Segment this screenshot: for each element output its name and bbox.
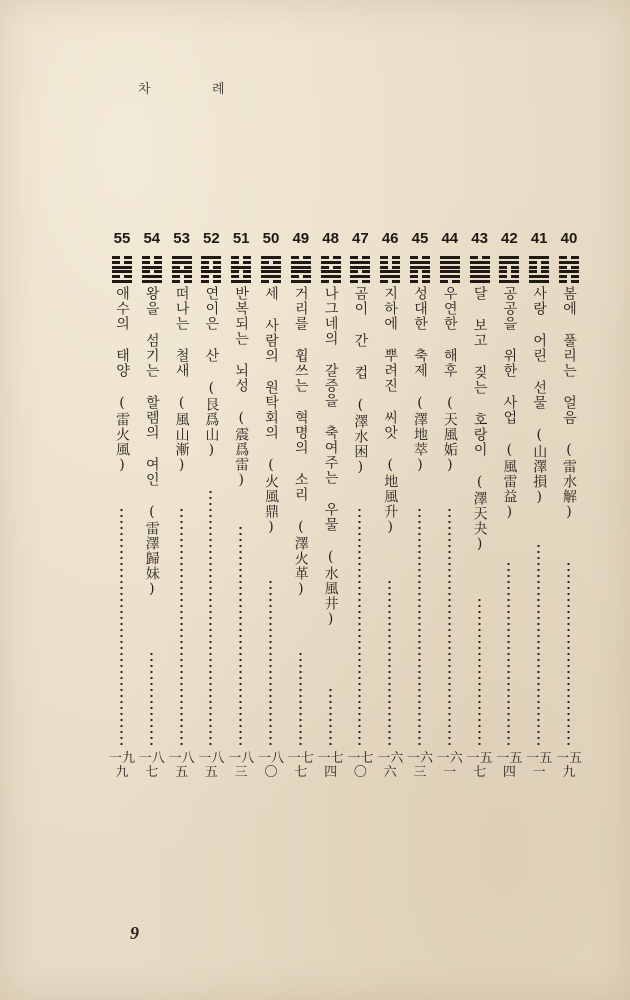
- hexagram-icon: [350, 256, 370, 285]
- toc-entry-number: 50: [262, 230, 280, 247]
- toc-entry-title: 지하에 뿌려진 씨앗 (地風升): [382, 286, 399, 536]
- toc-leader-dots: [239, 525, 242, 746]
- toc-entry-number: 46: [381, 230, 399, 247]
- toc-entry-title: 세 사람의 원탁회의 (火風鼎): [263, 286, 279, 536]
- hexagram-icon: [499, 256, 519, 285]
- toc-leader-dots: [269, 579, 272, 746]
- toc-entry-number: 41: [530, 230, 548, 247]
- toc-entry: [109, 226, 136, 786]
- toc-leader-dots: [418, 507, 421, 746]
- toc-entry-page: 一六六: [377, 751, 404, 780]
- hexagram-icon: [529, 256, 549, 285]
- toc-entry: [407, 226, 434, 786]
- toc-entry: [377, 226, 404, 786]
- toc-entry: [556, 226, 583, 786]
- hexagram-icon: [201, 256, 221, 285]
- hexagram-icon: [291, 256, 311, 285]
- toc-leader-dots: [150, 651, 153, 746]
- hexagram-icon: [380, 256, 400, 285]
- toc-entry-number: 54: [143, 230, 161, 247]
- toc-entry-title: 봄에 풀리는 얼음 (雷水解): [561, 286, 577, 521]
- toc-entry: [287, 226, 314, 786]
- hexagram-icon: [231, 256, 251, 285]
- title-char-1: 차: [138, 82, 151, 97]
- toc-entry-title: 공공을 위한 사업 (風雷益): [501, 286, 518, 521]
- toc-entry: [138, 226, 165, 786]
- hexagram-icon: [559, 256, 579, 285]
- toc-entry-number: 40: [560, 230, 578, 247]
- toc-entry-title: 연이은 산 (艮爲山): [203, 286, 220, 459]
- toc-entry-page: 一七〇: [347, 751, 374, 780]
- toc-entry-title: 우연한 해후 (天風姤): [441, 286, 458, 474]
- toc-leader-dots: [507, 561, 510, 746]
- toc-entry-title: 성대한 축제 (澤地萃): [412, 286, 428, 474]
- toc-entry: [526, 226, 553, 786]
- toc-entry-number: 55: [113, 230, 131, 247]
- toc-leader-dots: [478, 597, 481, 746]
- toc-entry-page: 一五九: [556, 751, 583, 780]
- toc-entry-title: 거리를 휩쓰는 혁명의 소리 (澤火革): [292, 286, 309, 598]
- toc-leader-dots: [448, 507, 451, 746]
- toc-entry-page: 一六三: [407, 751, 434, 780]
- hexagram-icon: [112, 256, 132, 285]
- toc-entry-number: 42: [501, 230, 518, 247]
- toc-leader-dots: [567, 561, 570, 746]
- toc-entry-number: 53: [173, 230, 190, 247]
- toc-entry: [258, 226, 285, 786]
- hexagram-icon: [172, 256, 192, 285]
- toc-entry: [436, 226, 463, 786]
- toc-entry-number: 43: [471, 230, 488, 247]
- toc-entry-number: 48: [322, 230, 339, 247]
- toc-leader-dots: [388, 579, 391, 746]
- hexagram-icon: [470, 256, 490, 285]
- hexagram-icon: [440, 256, 460, 285]
- toc-entry-page: 一八〇: [258, 751, 285, 780]
- toc-entry-title: 나그네의 갈증을 축여주는 우물 (水風井): [322, 286, 339, 628]
- toc-entry: [496, 226, 523, 786]
- toc-entry-page: 一八五: [168, 751, 195, 780]
- toc-entry-number: 51: [232, 230, 250, 247]
- toc-entry: [168, 226, 195, 786]
- toc-entry-title: 떠나는 철새 (風山漸): [173, 286, 190, 474]
- toc-entry: [198, 226, 225, 786]
- hexagram-icon: [142, 256, 162, 285]
- hexagram-icon: [261, 256, 281, 285]
- page-number: 9: [130, 923, 139, 943]
- toc-entry-page: 一五四: [496, 751, 523, 780]
- toc-entry: [466, 226, 493, 786]
- table-of-contents: [0, 226, 630, 786]
- toc-leader-dots: [358, 507, 361, 746]
- toc-leader-dots: [180, 507, 183, 746]
- toc-entry: [228, 226, 255, 786]
- toc-leader-dots: [120, 507, 123, 746]
- toc-entry-title: 사랑 어린 선물 (山澤損): [531, 286, 548, 506]
- toc-entry-title: 왕을 섬기는 할렘의 여인 (雷澤歸妹): [143, 286, 160, 598]
- toc-entry-page: 一六一: [436, 751, 463, 780]
- toc-entry-page: 一七七: [287, 751, 314, 780]
- toc-entry-page: 一八七: [138, 751, 165, 780]
- title-char-2: 례: [212, 82, 225, 97]
- toc-leader-dots: [209, 489, 212, 746]
- toc-entry-page: 一五一: [526, 751, 553, 780]
- hexagram-icon: [321, 256, 341, 285]
- toc-entry-number: 47: [352, 230, 369, 247]
- toc-entry-title: 곰이 간 컵 (澤水困): [352, 286, 369, 476]
- toc-leader-dots: [299, 651, 302, 746]
- toc-entry-number: 44: [441, 230, 459, 247]
- toc-entry-page: 一八三: [228, 751, 255, 780]
- toc-entry: [347, 226, 374, 786]
- toc-leader-dots: [329, 687, 332, 746]
- toc-entry-title: 반복되는 뇌성 (震爲雷): [233, 286, 250, 489]
- toc-entry-number: 45: [411, 230, 429, 247]
- toc-entry-page: 一七四: [317, 751, 344, 780]
- hexagram-icon: [410, 256, 430, 285]
- toc-entry-number: 52: [203, 230, 220, 247]
- toc-entry-page: 一五七: [466, 751, 493, 780]
- toc-entry-page: 一八五: [198, 751, 225, 780]
- toc-entry: [317, 226, 344, 786]
- toc-leader-dots: [537, 543, 540, 746]
- toc-entry-number: 49: [292, 230, 310, 247]
- toc-entry-title: 애수의 태양 (雷火風): [114, 286, 130, 474]
- toc-entry-title: 달 보고 짖는 호랑이 (澤天夬): [471, 286, 488, 553]
- toc-entry-page: 一九九: [109, 751, 136, 780]
